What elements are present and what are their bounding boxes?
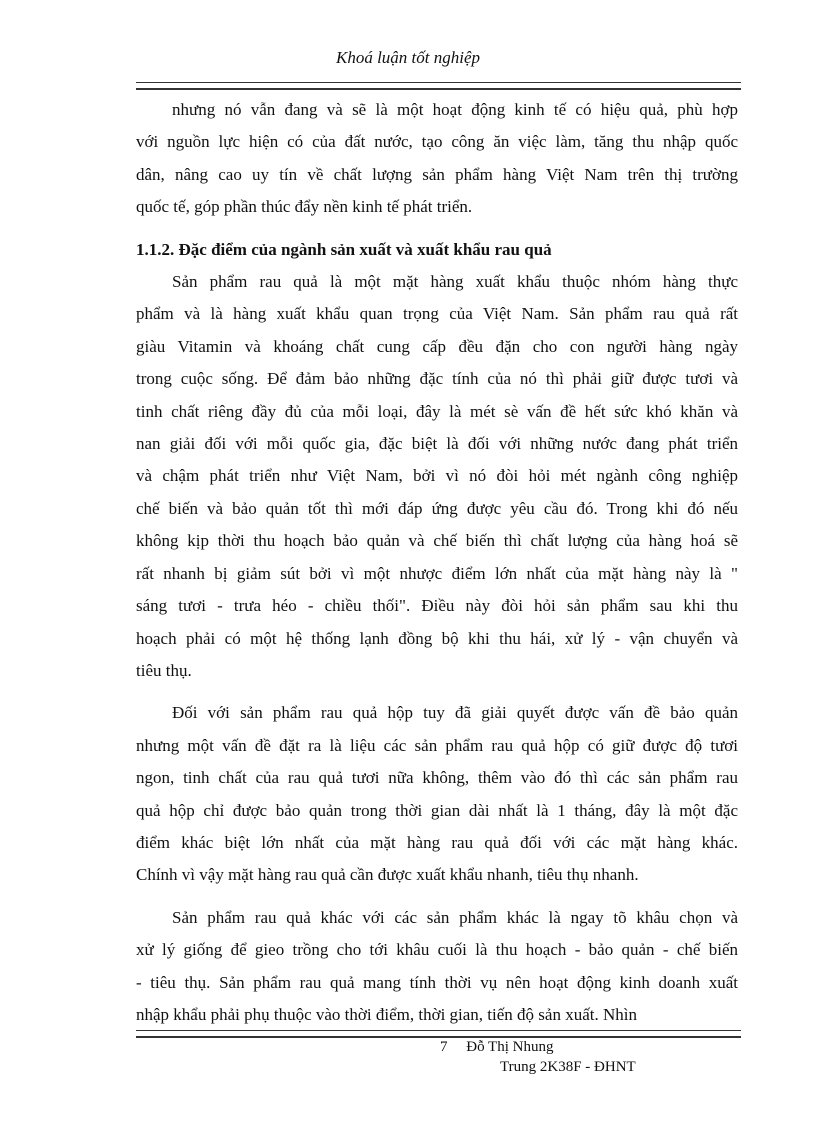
text-line: sáng tươi - trưa héo - chiều thối". Điều này đòi hỏi sản phẩm sau khi thu xyxy=(136,596,738,616)
section-heading: 1.1.2. Đặc điểm của ngành sản xuất và xuất khẩu rau quả xyxy=(136,239,552,259)
text-line: Chính vì vậy mặt hàng rau quả cần được xuất khẩu nhanh, tiêu thụ nhanh. xyxy=(136,865,639,885)
paragraph-4 xyxy=(136,902,738,1032)
paragraph-2 xyxy=(136,266,738,687)
page-header: Khoá luận tốt nghiệp xyxy=(335,48,481,67)
text-line: ngon, tinh chất của rau quả tươi nữa không, thêm vào đó thì các sản phẩm rau xyxy=(136,768,738,788)
text-line: Đối với sản phẩm rau quả hộp tuy đã giải quyết được vấn đề bảo quản xyxy=(172,703,738,723)
text-line: và chậm phát triển như Việt Nam, bởi vì nó đòi hỏi mét ngành công nghiệp xyxy=(136,466,738,486)
footer-line xyxy=(440,1039,553,1056)
text-line: quốc tế, góp phần thúc đẩy nền kinh tế phát triển. xyxy=(136,197,473,217)
text-line: giàu Vitamin và khoáng chất cung cấp đều đặn cho con người hàng ngày xyxy=(136,336,738,356)
text-line: hoạch phải có một hệ thống lạnh đồng bộ khi thu hái, xử lý - vận chuyển và xyxy=(136,628,738,648)
header-rule xyxy=(136,82,741,90)
text-line: Sản phẩm rau quả là một mặt hàng xuất khẩu thuộc nhóm hàng thực xyxy=(172,272,738,292)
text-line: Sản phẩm rau quả khác với các sản phẩm khác là ngay tõ khâu chọn và xyxy=(172,907,738,927)
text-line: không kịp thời thu hoạch bảo quản và chế biến thì chất lượng của hàng hoá sẽ xyxy=(136,531,738,551)
text-line: nhập khẩu phải phụ thuộc vào thời điểm, thời gian, tiến độ sản xuất. Nhìn xyxy=(136,1004,637,1024)
text-line: nhưng nó vẫn đang và sẽ là một hoạt động kinh tế có hiệu quả, phù hợp xyxy=(172,100,738,119)
text-line: - tiêu thụ. Sản phẩm rau quả mang tính thời vụ nên hoạt động kinh doanh xuất xyxy=(136,972,738,992)
paragraph-3 xyxy=(136,697,738,891)
document-body xyxy=(136,94,738,1031)
text-line: phẩm và là hàng xuất khẩu quan trọng của Việt Nam. Sản phẩm rau quả rất xyxy=(136,304,738,324)
text-line: rất nhanh bị giảm sút bởi vì một nhược điểm lớn nhất của mặt hàng này là " xyxy=(136,563,738,583)
text-line: điểm khác biệt lớn nhất của mặt hàng rau quả đối với các mặt hàng khác. xyxy=(136,832,738,852)
text-line: nan giải đối với mỗi quốc gia, đặc biệt là đối với những nước đang phát triển xyxy=(136,434,738,454)
text-line: tinh chất riêng đầy đủ của mỗi loại, đây là mét sè vấn đề hết sức khó khăn và xyxy=(136,401,738,421)
text-line: với nguồn lực hiện có của đất nước, tạo công ăn việc làm, tăng thu nhập quốc xyxy=(136,132,738,152)
paragraph-1 xyxy=(136,94,738,224)
text-line: dân, nâng cao uy tín về chất lượng sản phẩm hàng Việt Nam trên thị trường xyxy=(136,164,738,184)
text-line: tiêu thụ. xyxy=(136,660,192,680)
footer-rule xyxy=(136,1030,741,1038)
footer-class: Trung 2K38F - ĐHNT xyxy=(500,1059,636,1075)
text-line: quả hộp chỉ được bảo quản trong thời gian dài nhất là 1 tháng, đây là một đặc xyxy=(136,800,738,820)
text-line: chế biến và bảo quản tốt thì mới đáp ứng được yêu cầu đó. Trong khi đó nếu xyxy=(136,498,738,518)
footer-author: Đỗ Thị Nhung xyxy=(466,1039,554,1055)
text-line: trong cuộc sống. Để đảm bảo những đặc tính của nó thì phải giữ được tươi và xyxy=(136,369,738,389)
text-line: nhưng một vấn đề đặt ra là liệu các sản phẩm rau quả hộp có giữ được độ tươi xyxy=(136,735,738,755)
text-line: xử lý giống để gieo trồng cho tới khâu cuối là thu hoạch - bảo quản - chế biến xyxy=(136,940,738,960)
page-number: 7 xyxy=(440,1039,448,1055)
